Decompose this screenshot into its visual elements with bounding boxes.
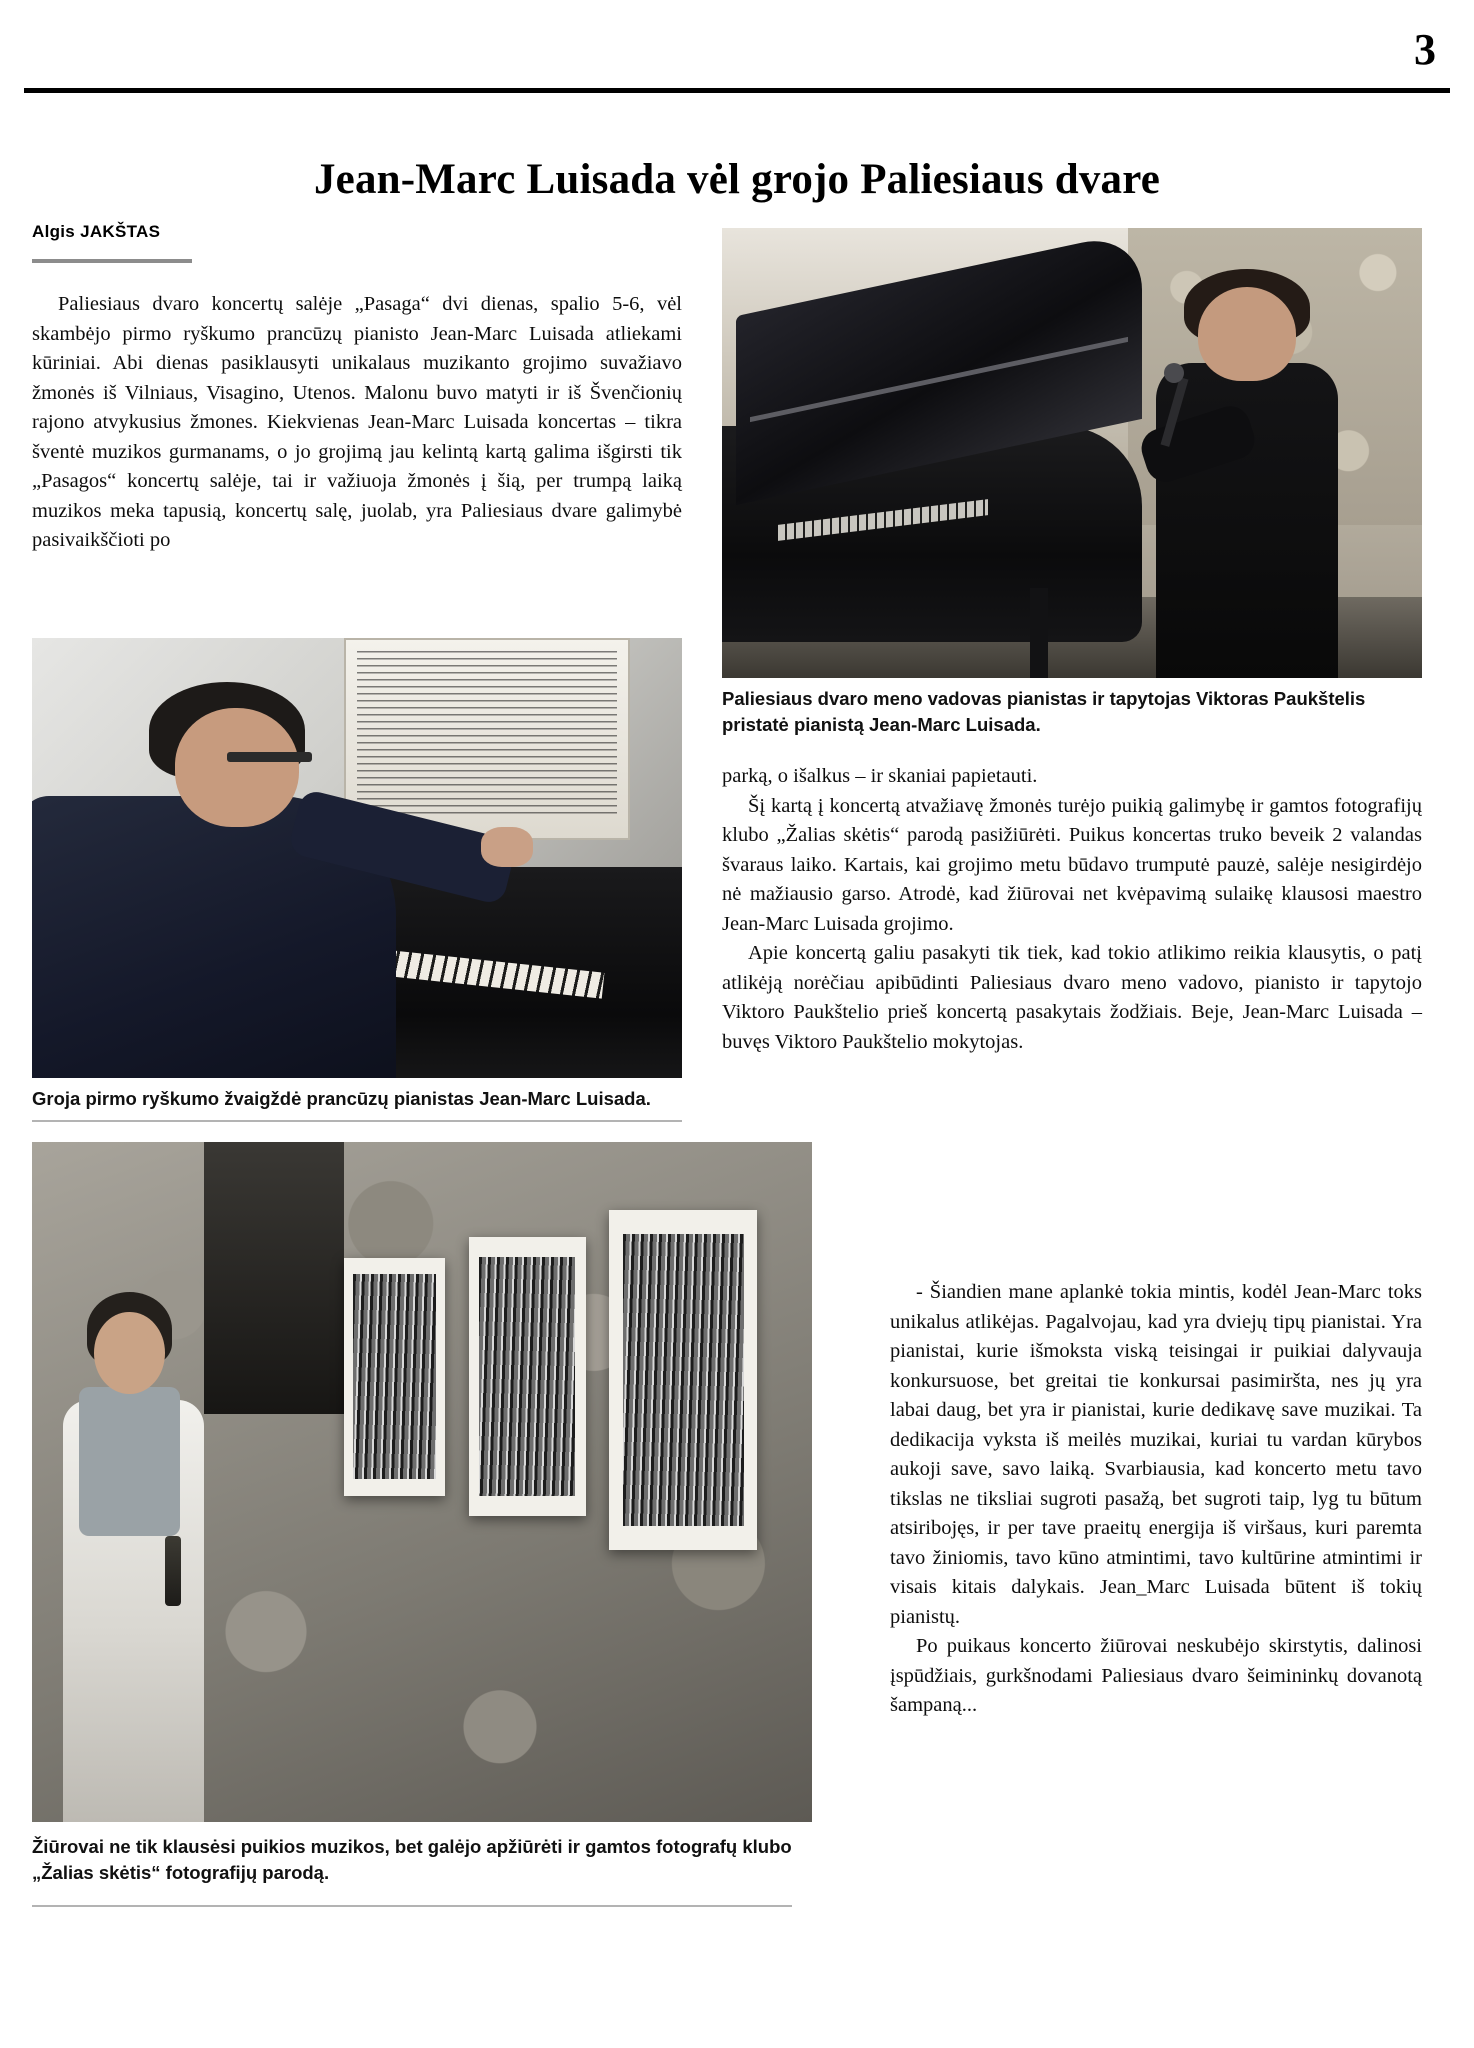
visitor-scarf bbox=[79, 1387, 180, 1537]
article-column-right-bottom bbox=[890, 1278, 1422, 1721]
framed-photograph-image bbox=[479, 1257, 575, 1497]
article-column-right-top bbox=[722, 762, 1422, 1057]
pianist-head bbox=[175, 708, 299, 827]
paragraph: - Šiandien mane aplankė tokia mintis, kodėl Jean-Marc toks unikalus atlikėjas. Pagalvojau, kad yra dviejų tipų pianistai. Yra pianistai, kurie išmoksta viską teisingai ir puikiai dalyvauja konkursuose, bet greitai tie konkursai pasimiršta, nes jų yra labai daug, bet yra ir pianistai, kurie dedikavę save muzikai. Ta dedikacija vyksta iš meilės muzikai, kuriai tu vardan kūrybos aukoji save, savo laiką. Svarbiausia, kad koncerto metu tavo tikslas ne tiksliai sugroti pasažą, bet sugroti taip, lyg tu būtum atsiribojęs, ir per tave praeitų energija iš viršaus, kuri paremta tavo žiniomis, tavo kūno atmintimi, tavo kultūrine atmintimi ir visais kitais dalykais. Jean_Marc Luisada būtent iš tokių pianistų. bbox=[890, 1281, 1422, 1628]
pianist-hand bbox=[481, 827, 533, 867]
person-torso bbox=[1156, 363, 1338, 678]
paragraph: parką, o išalkus – ir skaniai papietauti. bbox=[722, 765, 1038, 787]
bottle bbox=[165, 1536, 181, 1606]
framed-photograph bbox=[344, 1258, 445, 1496]
paragraph: Šį kartą į koncertą atvažiavę žmonės turėjo puikią galimybę ir gamtos fotografijų klubo „Žalias skėtis“ parodą pasižiūrėti. Puikus koncertas truko beveik 2 valandas švaraus laiko. Kartais, kai grojimo metu būdavo trumputė pauzė, salėje nesigirdėjo nė mažiausio garso. Atrodė, kad žiūrovai net kvėpavimą sulaikę klausosi maestro Jean-Marc Luisada grojimo. bbox=[722, 794, 1422, 935]
caption-divider-3 bbox=[32, 1905, 792, 1907]
framed-photograph-image bbox=[353, 1274, 436, 1479]
article-column-left-top bbox=[32, 290, 682, 556]
sheet-music bbox=[357, 651, 617, 818]
doorway bbox=[204, 1142, 344, 1414]
photo-pianist-playing bbox=[32, 638, 682, 1078]
author-byline: Algis JAKŠTAS bbox=[32, 222, 161, 241]
glasses-icon bbox=[227, 752, 312, 762]
page-number: 3 bbox=[1414, 25, 1436, 74]
framed-photograph bbox=[609, 1210, 757, 1550]
person-head bbox=[1198, 287, 1296, 382]
framed-photograph bbox=[469, 1237, 586, 1516]
piano-leg bbox=[1030, 588, 1048, 678]
photo-caption-2: Groja pirmo ryškumo žvaigždė prancūzų pianistas Jean-Marc Luisada. bbox=[32, 1088, 651, 1109]
photo-caption-1: Paliesiaus dvaro meno vadovas pianistas ir tapytojas Viktoras Paukštelis pristatė pianistą Jean-Marc Luisada. bbox=[722, 688, 1366, 735]
photo-caption-3: Žiūrovai ne tik klausėsi puikios muzikos, bet galėjo apžiūrėti ir gamtos fotografų klubo „Žalias skėtis“ fotografijų parodą. bbox=[32, 1836, 792, 1883]
visitor-head bbox=[94, 1312, 164, 1394]
paragraph: Po puikaus koncerto žiūrovai neskubėjo skirstytis, dalinosi įspūdžiais, gurkšnodami Paliesiaus dvaro šeimininkų dovanotą šampaną... bbox=[890, 1635, 1422, 1716]
header-divider bbox=[24, 88, 1450, 93]
photo-pianist-with-microphone bbox=[722, 228, 1422, 678]
paragraph: Paliesiaus dvaro koncertų salėje „Pasaga“ dvi dienas, spalio 5-6, vėl skambėjo pirmo ryškumo prancūzų pianisto Jean-Marc Luisada atliekami kūriniai. Abi dienas pasiklausyti unikalaus muzikanto grojimo suvažiavo žmonės iš Vilniaus, Visagino, Utenos. Malonu buvo matyti ir iš Švenčionių rajono atvykusius žmones. Kiekvienas Jean-Marc Luisada koncertas – tikra šventė muzikos gurmanams, o jo grojimą jau kelintą kartą galima išgirsti tik „Pasagos“ koncertų salėje, tai ir važiuoja žmonės į šią, per trumpą laiką muzikos meka tapusią, koncertų salę, juolab, yra Paliesiaus dvare galimybė pasivaikščioti po bbox=[32, 293, 682, 551]
photo-exhibition-visitor bbox=[32, 1142, 812, 1822]
page-title: Jean-Marc Luisada vėl grojo Paliesiaus dvare bbox=[313, 155, 1161, 203]
paragraph: Apie koncertą galiu pasakyti tik tiek, kad tokio atlikimo reikia klausytis, o patį atlikėją norėčiau apibūdinti Paliesiaus dvaro meno vadovo, pianisto ir tapytojo Viktoro Paukštelio prieš koncertą pasakytais žodžiais. Beje, Jean-Marc Luisada – buvęs Viktoro Paukštelio mokytojas. bbox=[722, 942, 1422, 1053]
caption-divider-2 bbox=[32, 1120, 682, 1122]
byline-divider bbox=[32, 259, 192, 263]
framed-photograph-image bbox=[623, 1234, 745, 1526]
